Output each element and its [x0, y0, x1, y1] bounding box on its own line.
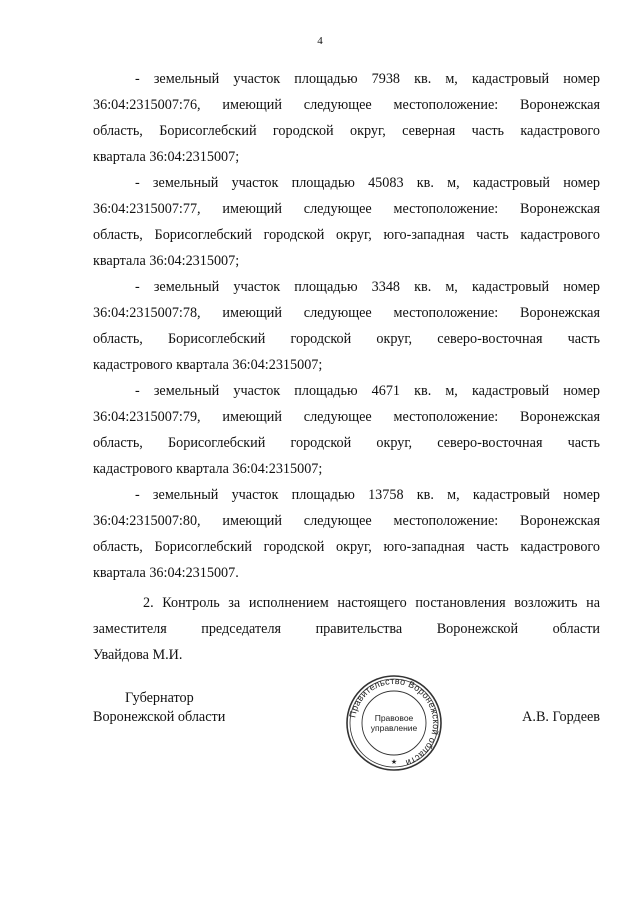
text-line: - земельный участок площадью 3348 кв. м, кадастровый номер: [135, 279, 600, 295]
text-line: квартала 36:04:2315007;: [93, 149, 240, 165]
signatory-title: Губернатор: [125, 690, 194, 706]
text-line: - земельный участок площадью 13758 кв. м, кадастровый номер: [135, 487, 600, 503]
text-line: Увайдова М.И.: [93, 647, 183, 663]
control-paragraph: [93, 590, 600, 668]
land-plot-item: [93, 482, 600, 586]
text-line: область, Борисоглебский городской округ, юго-западная часть кадастрового: [93, 539, 600, 555]
text-line: 36:04:2315007:80, имеющий следующее местоположение: Воронежская: [93, 513, 600, 529]
text-line: кадастрового квартала 36:04:2315007;: [93, 461, 323, 477]
text-line: область, Борисоглебский городской округ, юго-западная часть кадастрового: [93, 227, 600, 243]
text-line: - земельный участок площадью 7938 кв. м, кадастровый номер: [135, 71, 600, 87]
svg-text:★: ★: [390, 759, 398, 766]
stamp-center-line: Правовое: [374, 713, 414, 723]
text-line: 36:04:2315007:78, имеющий следующее местоположение: Воронежская: [93, 305, 600, 321]
page-number: 4: [317, 35, 323, 47]
text-line: 36:04:2315007:77, имеющий следующее местоположение: Воронежская: [93, 201, 600, 217]
text-line: квартала 36:04:2315007.: [93, 565, 239, 581]
text-line: 2. Контроль за исполнением настоящего постановления возложить на: [143, 595, 600, 611]
official-stamp: [344, 673, 444, 773]
land-plot-item: [93, 66, 600, 170]
text-line: - земельный участок площадью 45083 кв. м, кадастровый номер: [135, 175, 600, 191]
stamp-ring-text: Правительство Воронежской области: [347, 675, 442, 769]
text-line: - земельный участок площадью 4671 кв. м, кадастровый номер: [135, 383, 600, 399]
text-line: 36:04:2315007:79, имеющий следующее местоположение: Воронежская: [93, 409, 600, 425]
land-plot-item: [93, 170, 600, 274]
text-line: кадастрового квартала 36:04:2315007;: [93, 357, 323, 373]
stamp-center-text: [344, 713, 444, 733]
text-line: квартала 36:04:2315007;: [93, 253, 240, 269]
signatory-name: А.В. Гордеев: [522, 709, 600, 725]
stamp-center-line: управление: [370, 723, 418, 733]
document-body: [93, 66, 600, 668]
land-plot-item: [93, 274, 600, 378]
text-line: область, Борисоглебский городской округ, северо-восточная часть: [93, 331, 600, 347]
land-plot-item: [93, 378, 600, 482]
text-line: заместителя председателя правительства Воронежской области: [93, 621, 600, 637]
text-line: область, Борисоглебский городской округ, северо-восточная часть: [93, 435, 600, 451]
text-line: 36:04:2315007:76, имеющий следующее местоположение: Воронежская: [93, 97, 600, 113]
text-line: область, Борисоглебский городской округ, северная часть кадастрового: [93, 123, 600, 139]
signatory-region: Воронежской области: [93, 709, 226, 725]
